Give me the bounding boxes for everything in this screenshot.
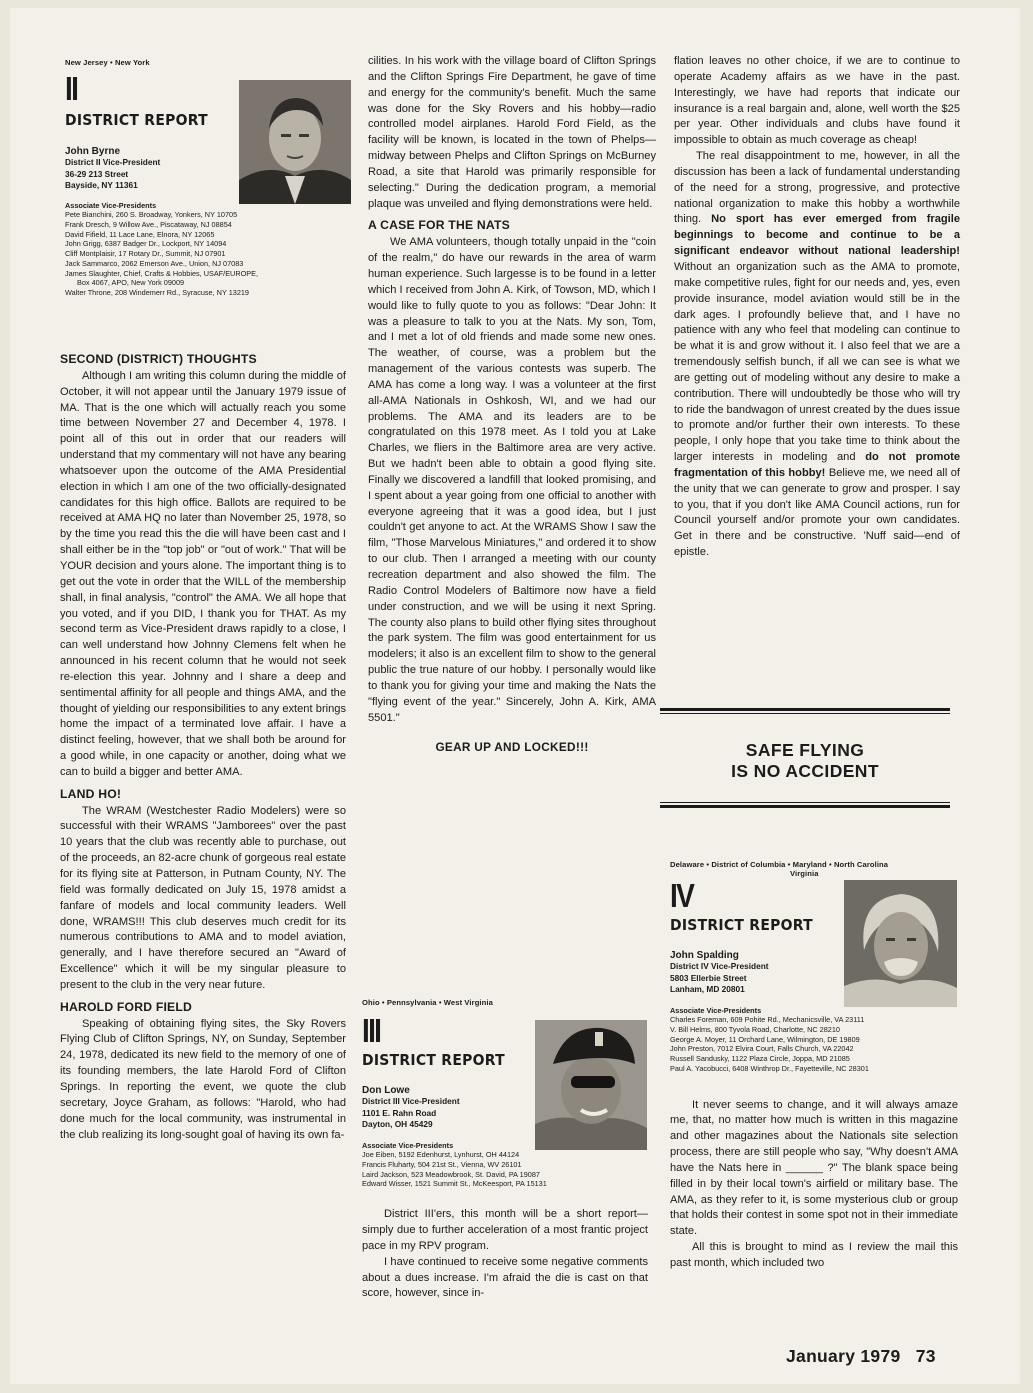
assoc-entry: Jack Sammarco, 2062 Emerson Ave., Union, NJ 07083 bbox=[65, 258, 244, 268]
district-2-vp-name: John Byrne bbox=[65, 146, 121, 157]
district-4-vp-title: District IV Vice-President bbox=[670, 961, 769, 972]
paragraph: flation leaves no other choice, if we are to continue to operate Academy affairs as we have in the past. Interestingly, we have had reports that indicate our insurance is a real bargain and, alone, well worth the $25 per year. Other individuals and clubs have found it impossible to obtain as much coverage as cheap! bbox=[674, 55, 960, 147]
district-4-numeral: IV bbox=[670, 877, 694, 914]
paragraph: Although I am writing this column during the middle of October, it will not appear until the January 1979 issue of MA. That is the one which will actually reach you some time between November 27 and December 4, 1978. I point all of this out in order that our readers will understand that my commentary will not have any bearing whatsoever upon the outcome of the AMA Presidential election in which I am one of the two officially-designated candidates for this high office. Ballots are required to be received at AMA HQ no later than November 25, 1978, so by the time you read this the die will have been cast and I shall either be in the "top job" or "out of work." That will be YOUR decision and yours alone. The important thing is to get out the vote in order that the WILL of the membership shall, in final analysis, "control" the AMA. We all hope that you voted, and if you DID, I thank you for THAT. As my second term as Vice-President draws rapidly to a close, I can well understand how Johnny Clemens felt when he announced in his recent column that he would not seek re-election this year. Johnny and I share a deep and sentimental affinity for all people and things AMA, and the thought of yielding our responsibilities to any extent brings home the impact of a terminated love affair. I have a distinct feeling, however, that we shall both be around for a good while, in one capacity or another, doing what we can to build a bigger and better AMA. bbox=[60, 369, 346, 778]
district-3-vp-photo bbox=[535, 1020, 647, 1150]
paragraph-part: Without an organization such as the AMA to promote, make competitive rules, fight for our needs and, yes, even provide insurance, model aviation would still be in the dark ages. I profoundly believe that, and I have no patience with any who feel that modeling can continue to be what it is and grow without it. I also feel that we are a tremendously selfish bunch, if all we can see is what we are getting out of modeling without any desire to make a contribution. There will undoubtedly be those who will try to ride the bandwagon of unrest created by the dues issue to promote and/or further their own interests. To these people, I only hope that you take time to think about the larger interests in modeling and bbox=[674, 260, 960, 464]
rule-bottom-thick bbox=[660, 805, 950, 808]
district-3-vp-name: Don Lowe bbox=[362, 1085, 410, 1096]
column-2-body bbox=[368, 54, 656, 756]
safe-flying-box bbox=[660, 706, 950, 810]
column-3-body bbox=[674, 54, 960, 561]
safe-flying-line-1: SAFE FLYING bbox=[745, 740, 865, 760]
assoc-entry: Frank Dresch, 9 Willow Ave., Piscataway, NJ 08854 bbox=[65, 220, 232, 230]
paragraph bbox=[674, 149, 960, 561]
assoc-entry: David Fifield, 11 Lace Lane, Elnora, NY 12065 bbox=[65, 229, 215, 239]
heading-land-ho: LAND HO! bbox=[60, 786, 122, 801]
district-3-numeral: III bbox=[362, 1012, 381, 1049]
rule-bottom-thin bbox=[660, 802, 950, 803]
paragraph: cilities. In his work with the village board of Clifton Springs and the Clifton Springs Fire Department, he gave of time and energy for the community's benefit. Much the same was done for the Sky Rovers and his hobby—radio controlled model airplanes. Harold Ford Field, as the facility will be known, is located in the town of Phelps—midway between Phelps and Clifton Springs on McBurney Road, a site that Harold was primarily responsible for selecting." During the dedication program, a memorial plaque was unveiled and flying demonstrations were held. bbox=[368, 55, 656, 210]
district-2-associates bbox=[65, 201, 355, 298]
paragraph: I have continued to receive some negative comments about a dues increase. I'm afraid the die is cast on that score, however, since in- bbox=[362, 1255, 648, 1300]
assoc-entry: John Preston, 7012 Elvira Court, Falls Church, VA 22042 bbox=[670, 1044, 854, 1054]
emphasis-no-fragmentation: do not promote fragmentation of this hobby! bbox=[674, 451, 960, 479]
district-4-vp-address-1: 5803 Ellerbie Street bbox=[670, 972, 747, 983]
assoc-entry: John Grigg, 6387 Badger Dr., Lockport, NY 14094 bbox=[65, 239, 227, 249]
portrait-john-spalding bbox=[844, 880, 957, 1007]
district-3-states: Ohio • Pennsylvania • West Virginia bbox=[362, 998, 493, 1007]
paragraph: It never seems to change, and it will always amaze me, that, no matter how much is written in this magazine and other magazines about the Nationals site selection process, there are still people who say, "Why doesn't AMA have the Nats here in ______ ?" The blank space being filled in by their local town's airfield or military base. The AMA, as they refer to it, is some mysterious club or group that holds their contest in some spot not in their immediate state. bbox=[670, 1098, 958, 1238]
assoc-entry: Walter Throne, 208 Windemerr Rd., Syracuse, NY 13219 bbox=[65, 287, 249, 297]
assoc-entry: Pete Bianchini, 260 S. Broadway, Yonkers, NY 10705 bbox=[65, 210, 238, 220]
district-4-vp-name: John Spalding bbox=[670, 950, 739, 961]
portrait-don-lowe bbox=[535, 1020, 647, 1150]
heading-case-for-the-nats: A CASE FOR THE NATS bbox=[368, 218, 510, 233]
paragraph: The WRAM (Westchester Radio Modelers) were so successful with their WRAMS "Jamborees" over the past 10 years that the club was recently able to purchase, out of the proceeds, an 82-acre chunk of gorgeous real estate for its flying site at Patterson, in Putnam County, NY. The field was formally dedicated on July 15, 1978 amidst a fanfare of models and local community leaders. Well done, WRAMS!!! This club deserves much credit for its numerous contributions to AMA and to model aviation, generally, and I have therefore secured an "Award of Excellence" which it will be my singular pleasure to present to the club in the very near future. bbox=[60, 804, 346, 991]
issue-date: January 1979 bbox=[786, 1346, 901, 1366]
page-footer bbox=[786, 1346, 936, 1367]
assoc-entry: Joe Eiben, 5192 Edenhurst, Lynhurst, OH 44124 bbox=[362, 1150, 520, 1160]
district-4-associates bbox=[670, 1006, 960, 1074]
district-2-vp-title: District II Vice-President bbox=[65, 157, 161, 168]
paragraph: Speaking of obtaining flying sites, the Sky Rovers Flying Club of Clifton Springs, NY, on Sunday, September 24, 1978, dedicated its new field to the memory of one of its founding members, the late Harold Ford of Clifton Springs. In reporting the event, we quote the club secretary, Joyce Graham, as follows: "Harold, who had done much for the local community, was instrumental in the club realizing its long-sought goal of having its own fa- bbox=[60, 1017, 346, 1141]
portrait-john-byrne bbox=[239, 80, 351, 204]
heading-harold-ford-field: HAROLD FORD FIELD bbox=[60, 999, 193, 1014]
district-4-states-2: Virginia bbox=[790, 869, 819, 878]
district-2-assoc-title: Associate Vice-Presidents bbox=[65, 200, 157, 210]
assoc-entry: Russell Sandusky, 1122 Plaza Circle, Joppa, MD 21085 bbox=[670, 1054, 850, 1064]
safe-flying-title bbox=[660, 716, 950, 800]
district-4-states: Delaware • District of Columbia • Maryland • North Carolina bbox=[670, 860, 889, 869]
district-3-vp-address-2: Dayton, OH 45429 bbox=[362, 1119, 433, 1130]
district-4-body bbox=[670, 1098, 958, 1272]
assoc-entry: Edward Wisser, 1521 Summit St., McKeesport, PA 15131 bbox=[362, 1179, 547, 1189]
assoc-entry: Cliff Montplaisir, 17 Rotary Dr., Summit, NJ 07901 bbox=[65, 249, 226, 259]
gear-up-and-locked: GEAR UP AND LOCKED!!! bbox=[435, 740, 589, 755]
district-3-vp-address-1: 1101 E. Rahn Road bbox=[362, 1107, 437, 1118]
assoc-entry: James Slaughter, Chief, Crafts & Hobbies, USAF/EUROPE, bbox=[65, 268, 259, 278]
district-2-vp-photo bbox=[239, 80, 351, 204]
rule-top-thick bbox=[660, 708, 950, 711]
rule-top-thin bbox=[660, 713, 950, 714]
assoc-entry: Francis Fluharty, 504 21st St., Vienna, WV 26101 bbox=[362, 1160, 522, 1170]
paragraph: We AMA volunteers, though totally unpaid in the "coin of the realm," do have our rewards in the area of warm human experience. Such largesse is to be found in a letter which I received from John A. Kirk, of Towson, MD, which I would like to fully quote to you as follows: "Dear John: It was a pleasure to talk to you at the Nats. My son, Tom, and I met a lot of old friends and made some new ones. The weather, of course, was a problem but the management of the various contests was superb. The AMA has come a long way. I was a volunteer at the first all-AMA Nationals in Oshkosh, WI, and we had our problems. The AMA and its leaders are to be congratulated on this 1978 meet. As I told you at Lake Charles, we fliers in the Baltimore area are very active. But we hadn't been able to obtain a good flying site. Finally we discovered a landfill that looked promising, and I spent about a year going from one official to another with everyone agreeing that it was a good idea, but I just couldn't get anyone to act. At the WRAMS Show I saw the film, "Those Marvelous Miniatures," and ordered it to show to our club. Then I arranged a meeting with our county recreation department and also showed the film. The Radio Control Modelers of Baltimore now have a field under construction, and we will be using it next Spring. The county also plans to build other flying sites throughout the park system. The film was good entertainment for us modelers; it also is an excellent film to show to the general public the true nature of our hobby. I personally would like to thank you for giving your time and making the Nats the "flying event of the year." Sincerely, John A. Kirk, AMA 5501." bbox=[368, 236, 656, 724]
safe-flying-line-2: IS NO ACCIDENT bbox=[731, 761, 879, 781]
district-2-numeral: II bbox=[65, 70, 78, 107]
column-1-body bbox=[60, 352, 346, 1143]
assoc-entry: Paul A. Yacobucci, 6408 Winthrop Dr., Fayetteville, NC 28301 bbox=[670, 1063, 869, 1073]
district-4-assoc-title: Associate Vice-Presidents bbox=[670, 1005, 762, 1015]
district-4-vp-photo bbox=[844, 880, 957, 1007]
district-2-vp-address-1: 36-29 213 Street bbox=[65, 168, 129, 179]
assoc-entry: Laird Jackson, 523 Meadowbrook, St. David, PA 19087 bbox=[362, 1169, 540, 1179]
district-2-vp-address-2: Bayside, NY 11361 bbox=[65, 180, 138, 191]
district-4-vp-address-2: Lanham, MD 20801 bbox=[670, 984, 745, 995]
district-3-body bbox=[362, 1207, 648, 1302]
paragraph-part: The real disappointment to me, however, in all the discussion has been a lack of fundamental understanding of the need for a strong, progressive, and protective national organization to make this hobby a worthwhile thing. bbox=[674, 150, 960, 226]
district-3-assoc-title: Associate Vice-Presidents bbox=[362, 1140, 454, 1150]
assoc-entry: Charles Foreman, 609 Pohite Rd., Mechanicsville, VA 23111 bbox=[670, 1015, 865, 1025]
district-4-title: DISTRICT REPORT bbox=[670, 916, 813, 934]
paragraph: District III'ers, this month will be a short report—simply due to further acceleration of a most frantic project pace in my RPV program. bbox=[362, 1208, 648, 1252]
paragraph: All this is brought to mind as I review the mail this past month, which included two bbox=[670, 1241, 958, 1269]
district-2-states: New Jersey • New York bbox=[65, 58, 150, 67]
paragraph-part: Believe me, we need all of the unity that we can generate to grow and prosper. I say to you, that if you don't like AMA Council actions, run for Council yourself and/or promote your own candidates. Get in there and be constructive. 'Nuff said—end of epistle. bbox=[674, 466, 960, 559]
district-2-title: DISTRICT REPORT bbox=[65, 111, 208, 129]
district-3-title: DISTRICT REPORT bbox=[362, 1051, 505, 1069]
assoc-entry: V. Bill Helms, 800 Tyvola Road, Charlotte, NC 28210 bbox=[670, 1025, 840, 1035]
emphasis-national-leadership: No sport has ever emerged from fragile beginnings to become and continue to be a significant endeavor without national leadership! bbox=[674, 213, 960, 258]
district-3-vp-title: District III Vice-President bbox=[362, 1096, 460, 1107]
assoc-entry: Box 4067, APO, New York 09009 bbox=[77, 278, 185, 288]
assoc-entry: George A. Moyer, 11 Orchard Lane, Wilmington, DE 19809 bbox=[670, 1034, 860, 1044]
page-number: 73 bbox=[915, 1346, 936, 1366]
heading-second-district-thoughts: SECOND (DISTRICT) THOUGHTS bbox=[60, 352, 257, 366]
